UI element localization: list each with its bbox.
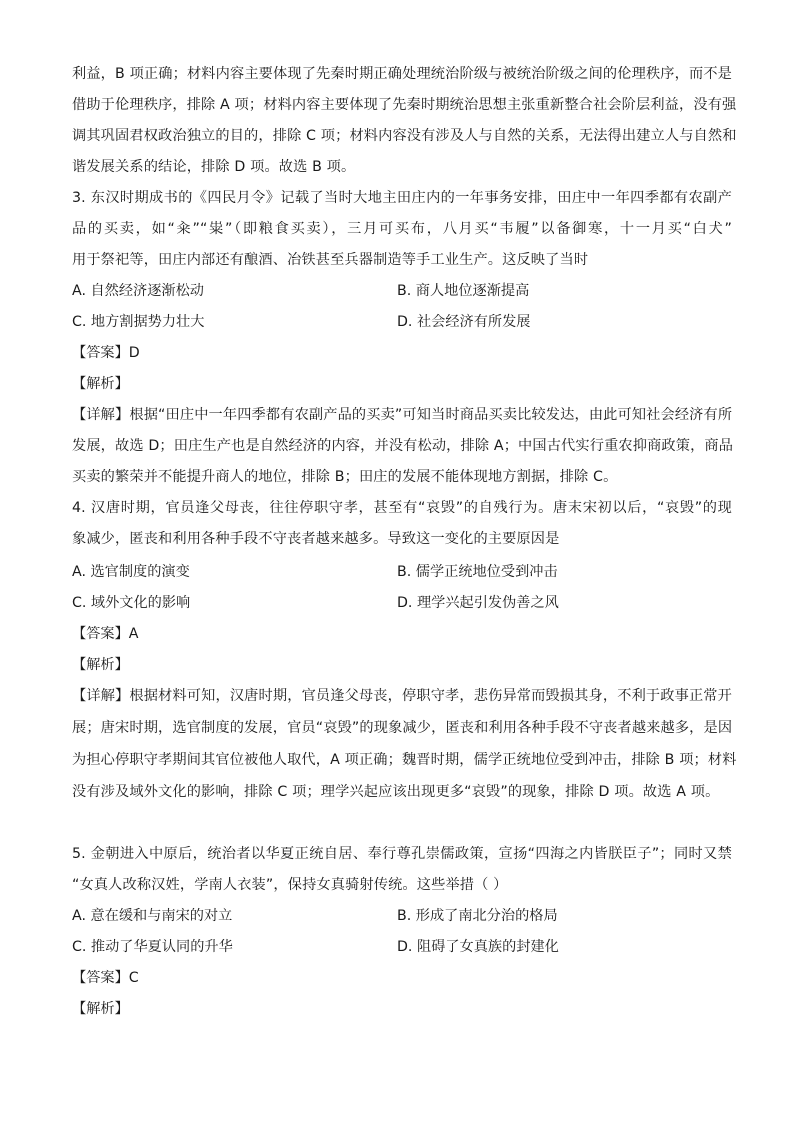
q3-analysis-label: 【解析】 [72,376,129,392]
q4-detail-line-1: 【详解】根据材料可知，汉唐时期，官员逢父母丧，停职守孝，悲伤异常而毁损其身，不利于政事正常开 [72,688,732,704]
prev-explanation-line-2: 借助于伦理秩序，排除 A 项；材料内容主要体现了先秦时期统治思想主张重新整合社会阶层利益，没有强 [72,97,737,113]
q5-option-d: D. 阻碍了女真族的封建化 [397,939,559,955]
q4-option-b: B. 儒学正统地位受到冲击 [397,564,558,580]
q4-detail-line-3: 为担心停职守孝期间其官位被他人取代，A 项正确；魏晋时期，儒学正统地位受到冲击，排除 B 项；材料 [72,752,737,768]
q3-stem-line-3: 用于祭祀等，田庄内部还有酿酒、冶铁甚至兵器制造等手工业生产。这反映了当时 [72,252,589,268]
q5-stem-line-1: 5. 金朝进入中原后，统治者以华夏正统自居、奉行尊孔崇儒政策，宣扬“四海之内皆朕臣子”；同时又禁 [72,846,732,862]
q3-detail-line-2: 发展，故选 D；田庄生产也是自然经济的内容，并没有松动，排除 A；中国古代实行重农抑商政策，商品 [72,438,734,454]
q4-option-a: A. 选官制度的演变 [72,564,190,580]
q3-stem-line-2: 品的买卖，如“籴”“粜”（即粮食买卖），三月可买布，八月买“韦履”以备御寒，十一月买“白犬” [72,221,732,237]
q3-option-b: B. 商人地位逐渐提高 [397,283,530,299]
q3-option-c: C. 地方割据势力壮大 [72,314,205,330]
q5-analysis-label: 【解析】 [72,1001,129,1017]
prev-explanation-line-1: 利益，B 项正确；材料内容主要体现了先秦时期正确处理统治阶级与被统治阶级之间的伦理秩序，而不是 [72,66,732,82]
q3-detail-line-1: 【详解】根据“田庄中一年四季都有农副产品的买卖”可知当时商品买卖比较发达，由此可知社会经济有所 [72,407,733,423]
q3-option-a: A. 自然经济逐渐松动 [72,283,204,299]
q5-answer: 【答案】C [72,970,139,986]
q3-stem-line-1: 3. 东汉时期成书的《四民月令》记载了当时大地主田庄内的一年事务安排，田庄中一年四季都有农副产 [72,190,732,206]
prev-explanation-line-4: 谐发展关系的结论，排除 D 项。故选 B 项。 [72,159,356,175]
q3-option-d: D. 社会经济有所发展 [397,314,531,330]
q5-option-a: A. 意在缓和与南宋的对立 [72,908,233,924]
q5-stem-line-2: “女真人改称汉姓，学南人衣装”，保持女真骑射传统。这些举措（ ） [72,877,508,893]
q4-option-c: C. 域外文化的影响 [72,595,191,611]
q3-detail-line-3: 买卖的繁荣并不能提升商人的地位，排除 B；田庄的发展不能体现地方割据，排除 C。 [72,469,618,485]
q4-answer: 【答案】A [72,626,139,642]
q5-option-b: B. 形成了南北分治的格局 [397,908,558,924]
q3-answer: 【答案】D [72,345,140,361]
q4-detail-line-2: 展；唐宋时期，选官制度的发展，官员“哀毁”的现象减少，匿丧和利用各种手段不守丧者越来越多，是因 [72,720,733,736]
prev-explanation-line-3: 调其巩固君权政治独立的目的，排除 C 项；材料内容没有涉及人与自然的关系，无法得出建立人与自然和 [72,128,737,144]
q4-analysis-label: 【解析】 [72,657,129,673]
q4-detail-line-4: 没有涉及域外文化的影响，排除 C 项；理学兴起应该出现更多“哀毁”的现象，排除 D 项。故选 A 项。 [72,784,720,800]
q4-stem-line-2: 象减少，匿丧和利用各种手段不守丧者越来越多。导致这一变化的主要原因是 [72,531,560,547]
q5-option-c: C. 推动了华夏认同的升华 [72,939,233,955]
q4-option-d: D. 理学兴起引发伪善之风 [397,595,559,611]
q4-stem-line-1: 4. 汉唐时期，官员逢父母丧，往往停职守孝，甚至有“哀毁”的自残行为。唐末宋初以后，“哀毁”的现 [72,500,732,516]
